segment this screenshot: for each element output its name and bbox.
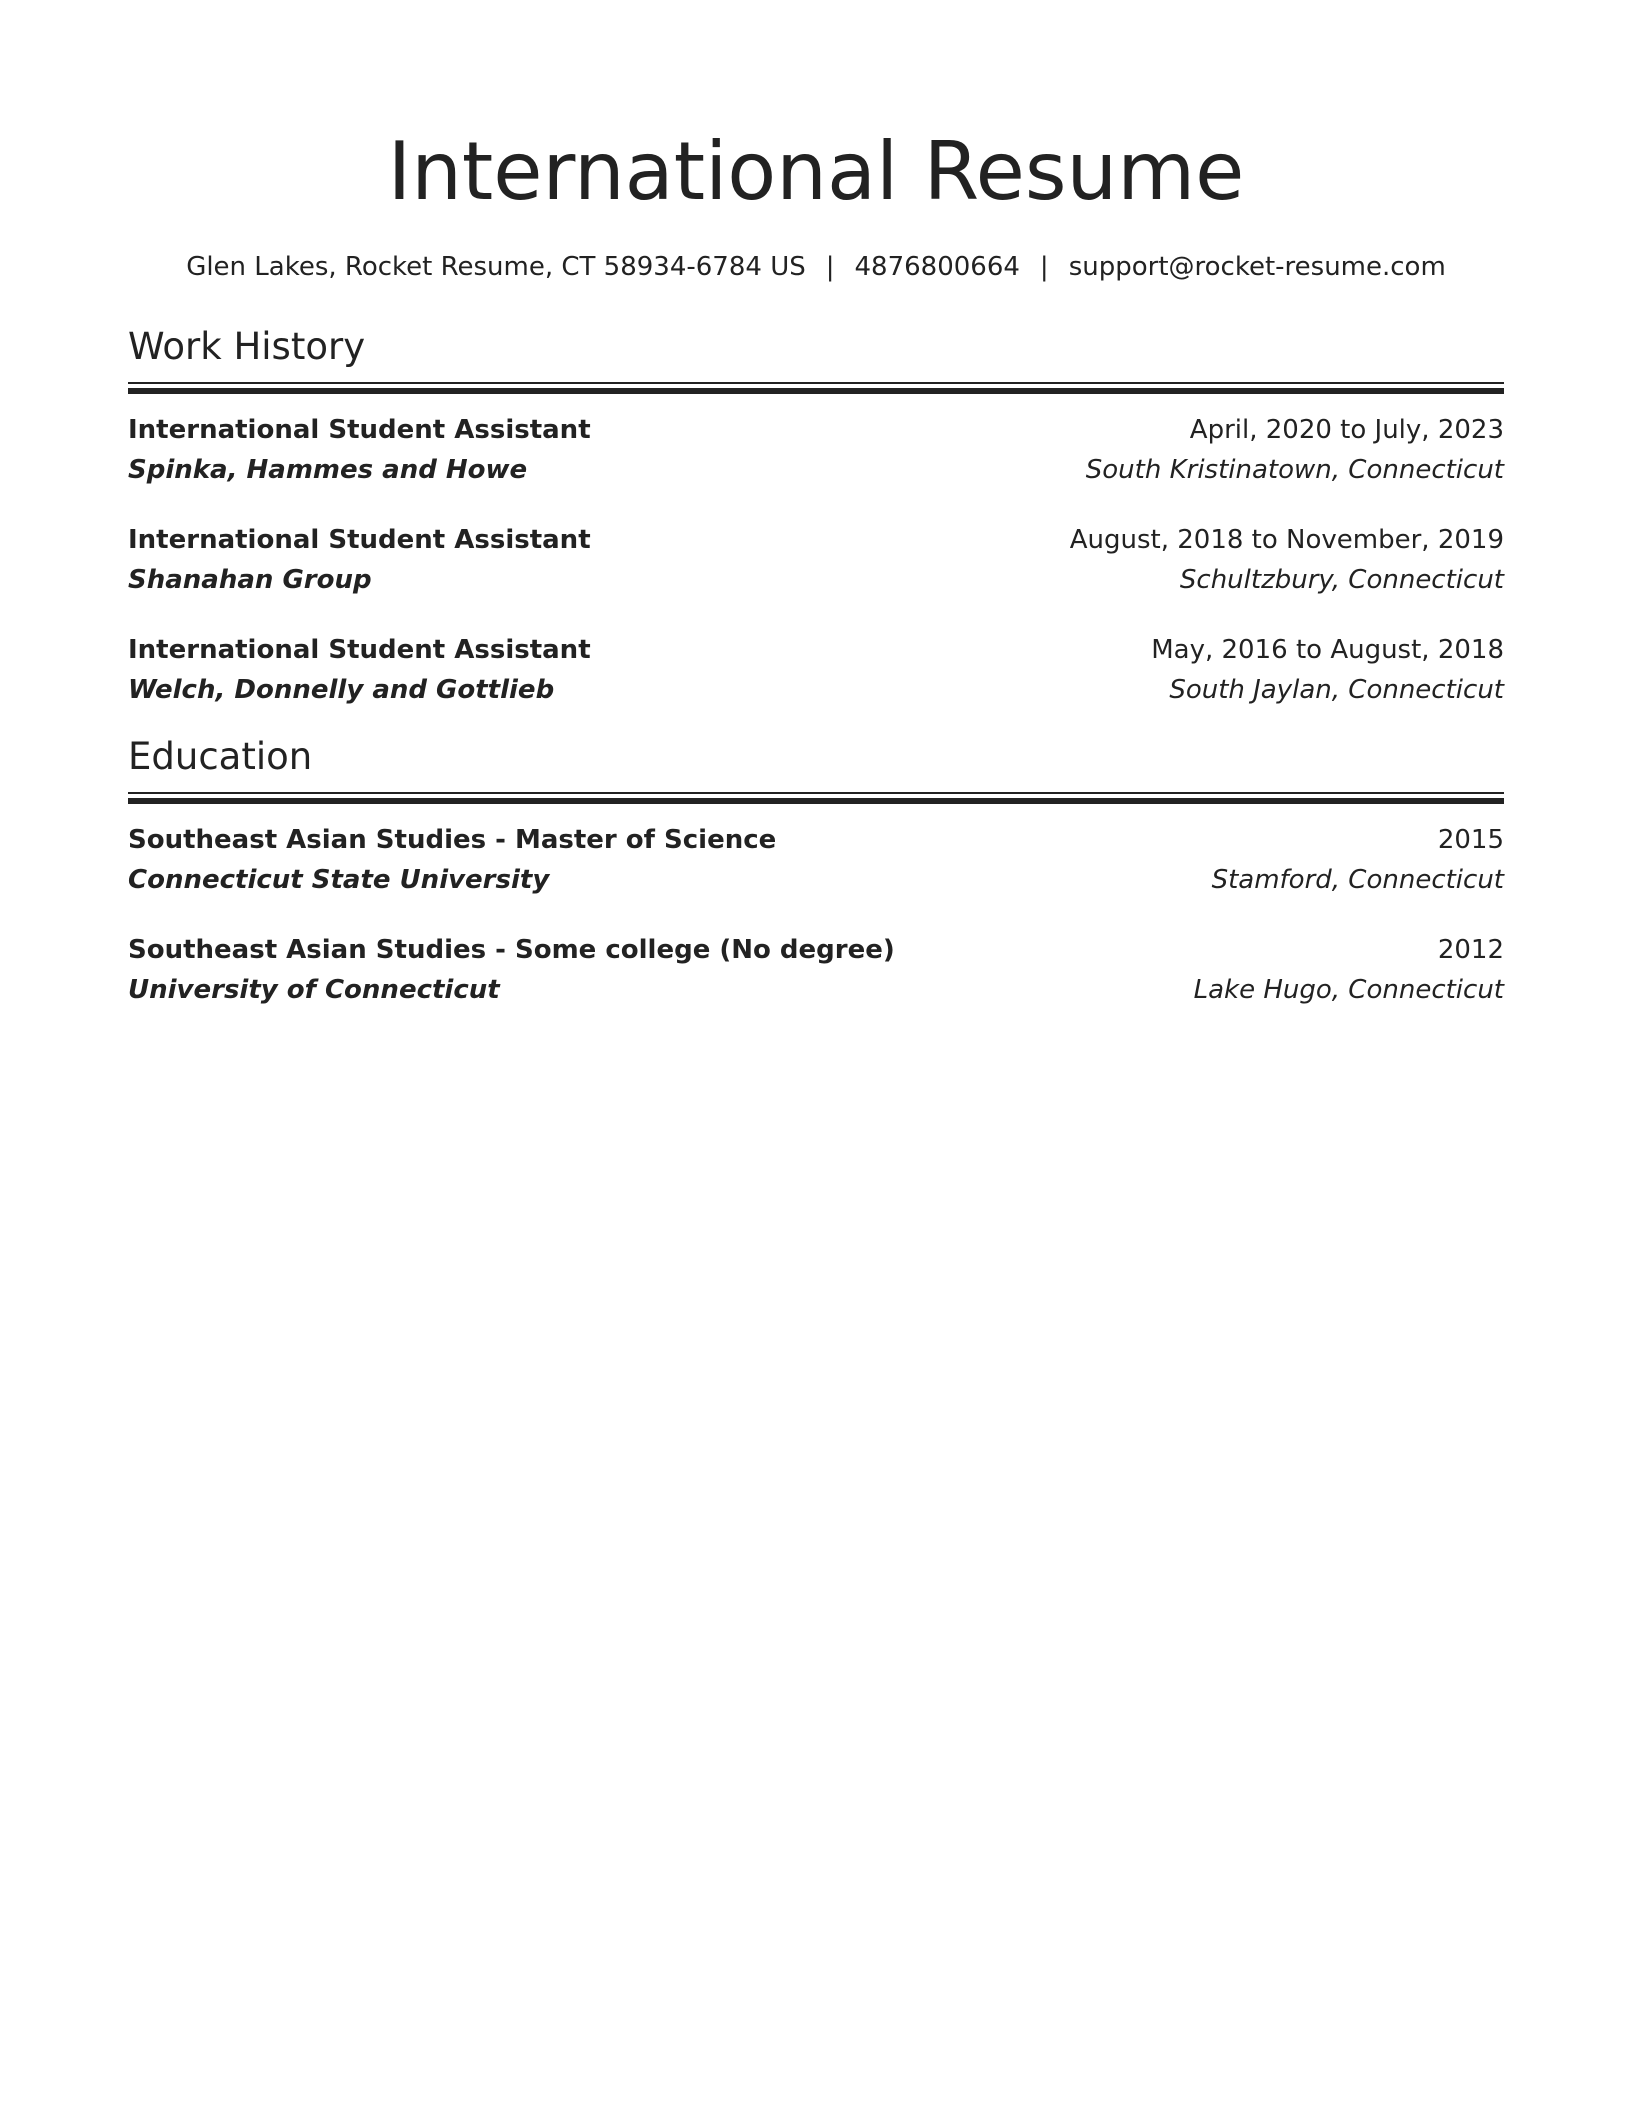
- job-location: Schultzbury, Connecticut: [1179, 565, 1504, 595]
- work-entry-top-row: [128, 410, 1504, 450]
- work-history-heading: Work History: [128, 325, 366, 368]
- education-entry-top-row: [128, 820, 1504, 860]
- contact-line: [128, 250, 1504, 284]
- school-location: Lake Hugo, Connecticut: [1193, 975, 1504, 1005]
- school-location: Stamford, Connecticut: [1211, 865, 1504, 895]
- work-entry-bottom-row: [128, 560, 1504, 600]
- job-dates: April, 2020 to July, 2023: [1189, 415, 1504, 445]
- job-dates: August, 2018 to November, 2019: [1069, 525, 1504, 555]
- work-entry: [128, 630, 1504, 710]
- education-entry-bottom-row: [128, 860, 1504, 900]
- work-entry: [128, 520, 1504, 600]
- work-entry-bottom-row: [128, 450, 1504, 490]
- degree-name: Southeast Asian Studies - Some college (No degree): [128, 935, 895, 965]
- education-section: [128, 734, 1504, 1010]
- contact-phone: 4876800664: [854, 252, 1020, 282]
- company-name: Spinka, Hammes and Howe: [128, 455, 528, 485]
- education-entry-top-row: [128, 930, 1504, 970]
- education-entry: [128, 820, 1504, 900]
- job-location: South Jaylan, Connecticut: [1169, 675, 1504, 705]
- school-name: University of Connecticut: [128, 975, 500, 1005]
- section-divider: [128, 792, 1504, 802]
- work-entry-top-row: [128, 520, 1504, 560]
- education-entry-bottom-row: [128, 970, 1504, 1010]
- job-title: International Student Assistant: [128, 525, 591, 555]
- job-dates: May, 2016 to August, 2018: [1151, 635, 1504, 665]
- work-entry-top-row: [128, 630, 1504, 670]
- degree-name: Southeast Asian Studies - Master of Science: [128, 825, 777, 855]
- company-name: Welch, Donnelly and Gottlieb: [128, 675, 555, 705]
- education-list: [128, 820, 1504, 1010]
- work-entry-bottom-row: [128, 670, 1504, 710]
- job-location: South Kristinatown, Connecticut: [1085, 455, 1504, 485]
- contact-separator: |: [825, 252, 835, 282]
- resume-title: International Resume: [387, 125, 1245, 218]
- job-title: International Student Assistant: [128, 635, 591, 665]
- contact-separator: |: [1039, 252, 1049, 282]
- section-divider: [128, 382, 1504, 392]
- company-name: Shanahan Group: [128, 565, 372, 595]
- contact-address: Glen Lakes, Rocket Resume, CT 58934-6784 US: [186, 252, 806, 282]
- education-entry: [128, 930, 1504, 1010]
- job-title: International Student Assistant: [128, 415, 591, 445]
- graduation-year: 2012: [1437, 935, 1504, 965]
- contact-email: support@rocket-resume.com: [1068, 252, 1446, 282]
- work-history-list: [128, 410, 1504, 710]
- work-entry: [128, 410, 1504, 490]
- school-name: Connecticut State University: [128, 865, 550, 895]
- work-history-section: [128, 324, 1504, 710]
- graduation-year: 2015: [1437, 825, 1504, 855]
- education-heading: Education: [128, 735, 313, 778]
